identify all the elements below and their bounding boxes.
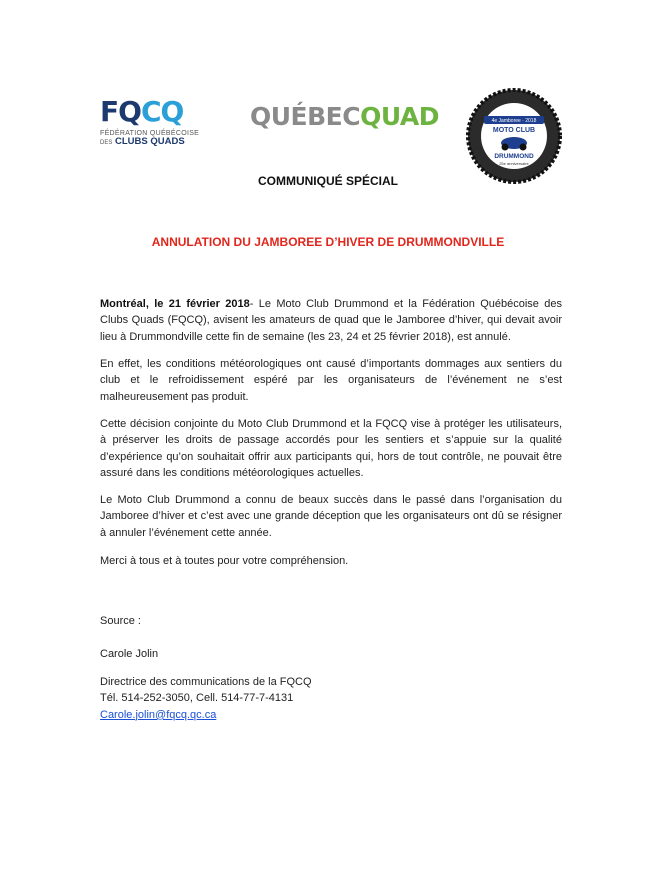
announcement-title: ANNULATION DU JAMBOREE D’HIVER DE DRUMMONDVILLE xyxy=(151,235,505,249)
paragraph-1 xyxy=(100,296,562,345)
paragraph-4 xyxy=(100,492,562,541)
contact-block xyxy=(100,674,562,723)
contact-email-link[interactable]: Carole.jolin@fqcq.qc.ca xyxy=(100,708,217,721)
paragraph-3-text: Cette décision conjointe du Moto Club Drummond et la FQCQ vise à protéger les utilisateurs, à préserver les droits de passage accordés pour les sentiers et s’appuie sur la qualité d’expérience qu’on souhaitait offrir aux participants qui, hors de tout contrôle, ne pouvait être assuré dans les conditions météorologiques actuelles. xyxy=(100,418,562,480)
paragraph-2 xyxy=(100,356,562,405)
paragraph-4-text: Le Moto Club Drummond a connu de beaux succès dans le passé dans l’organisation du Jamboree d’hiver et c’est avec une grande déception que les organisateurs ont dû se résigner à annuler l’événement cette année. xyxy=(100,494,562,539)
paragraph-1-text: - Le Moto Club Drummond et la Fédération Québécoise des Clubs Quads (FQCQ), avisent les amateurs de quad que le Jamboree d’hiver, qui devait avoir lieu à Drummondville cette fin de semaine (les 23, 24 et 25 février 2018), est annulé. xyxy=(100,298,562,343)
contact-phone: Tél. 514-252-3050, Cell. 514-77-7-4131 xyxy=(100,692,294,705)
fqcq-subtitle-1: FÉDÉRATION QUÉBÉCOISE xyxy=(100,130,200,137)
badge-name-2: DRUMMOND xyxy=(494,153,534,160)
dateline: Montréal, le 21 février 2018 xyxy=(100,298,250,310)
quebequad-logo xyxy=(250,102,439,131)
quebequad-part1: QUÉBEC xyxy=(250,102,361,131)
fqcq-logo xyxy=(100,95,210,148)
paragraph-3 xyxy=(100,416,562,482)
fqcq-mark-fq: FQ xyxy=(100,95,141,128)
badge-name-1: MOTO CLUB xyxy=(492,127,536,134)
contact-source: Source : xyxy=(100,615,141,627)
badge-top-text: 4e Jamboree · 2018 xyxy=(491,118,537,124)
logo-row xyxy=(0,88,656,168)
fqcq-subtitle-prefix: DES xyxy=(100,140,113,146)
fqcq-mark-cq: CQ xyxy=(140,95,184,128)
paragraph-5-text: Merci à tous et à toutes pour votre compréhension. xyxy=(100,555,349,567)
fqcq-subtitle-2: CLUBS QUADS xyxy=(114,136,185,147)
quebequad-part2: QUAD xyxy=(360,102,440,131)
paragraph-5 xyxy=(100,553,562,569)
contact-role: Directrice des communications de la FQCQ xyxy=(100,676,312,688)
special-heading: COMMUNIQUÉ SPÉCIAL xyxy=(257,174,398,188)
paragraph-2-text: En effet, les conditions météorologiques ont causé d’importants dommages aux sentiers du club et le refroidissement espéré par les organisateurs de l’événement ne s’est malheureusement pas produit. xyxy=(100,358,562,403)
moto-club-drummond-badge xyxy=(466,88,562,184)
badge-anniversary: 25e anniversaire xyxy=(499,161,529,166)
contact-name: Carole Jolin xyxy=(100,648,159,660)
